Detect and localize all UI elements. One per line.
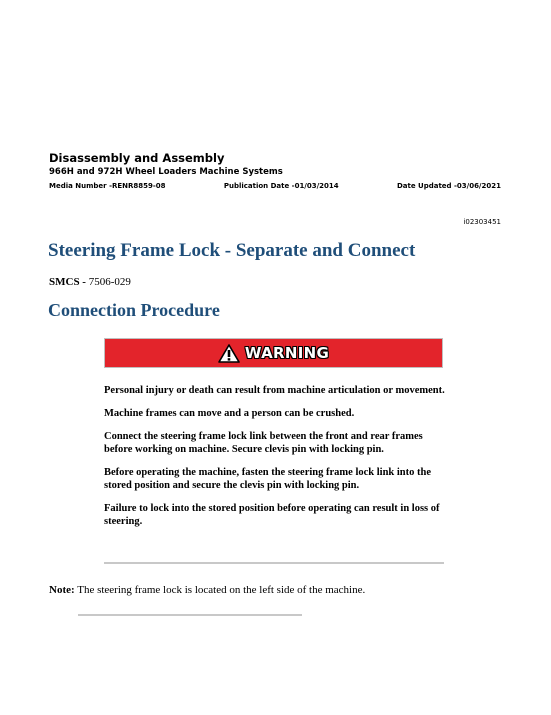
note-text: The steering frame lock is located on the left side of the machine. — [77, 584, 366, 596]
warning-paragraph: Machine frames can move and a person can be crushed. — [104, 408, 355, 419]
warning-paragraph: Personal injury or death can result from machine articulation or movement. — [104, 385, 445, 396]
date-updated: Date Updated -03/06/2021 — [396, 182, 501, 190]
note-label: Note: — [49, 584, 75, 596]
warning-triangle-icon — [218, 344, 240, 363]
page-title: Steering Frame Lock - Separate and Connect — [48, 240, 416, 261]
document-header — [49, 151, 501, 191]
end-divider — [78, 614, 302, 616]
warning-paragraph: Before operating the machine, fasten the steering frame lock link into the stored position and secure the clevis pin with locking pin. — [104, 467, 432, 491]
warning-banner-content — [218, 344, 329, 363]
section-subtitle: Connection Procedure — [48, 300, 220, 320]
document-id: i02303451 — [463, 218, 501, 226]
warning-label: WARNING — [244, 344, 330, 362]
warning-banner — [104, 338, 443, 368]
warning-paragraph: Failure to lock into the stored position before operating can result in loss of steering. — [104, 503, 440, 527]
warning-text — [104, 384, 449, 538]
smcs-label: SMCS - — [49, 276, 86, 288]
media-number: Media Number -RENR8859-08 — [49, 182, 166, 190]
smcs-code: 7506-029 — [88, 276, 131, 288]
warning-divider — [104, 562, 444, 564]
publication-date: Publication Date -01/03/2014 — [223, 182, 339, 190]
warning-paragraph: Connect the steering frame lock link between the front and rear frames before working on machine. Secure clevis pin with locking pin. — [104, 431, 423, 455]
smcs-line — [49, 276, 131, 288]
document-meta — [49, 181, 501, 191]
section-title: Disassembly and Assembly — [49, 151, 225, 165]
product-title: 966H and 972H Wheel Loaders Machine Systems — [49, 167, 283, 177]
note — [49, 584, 365, 596]
